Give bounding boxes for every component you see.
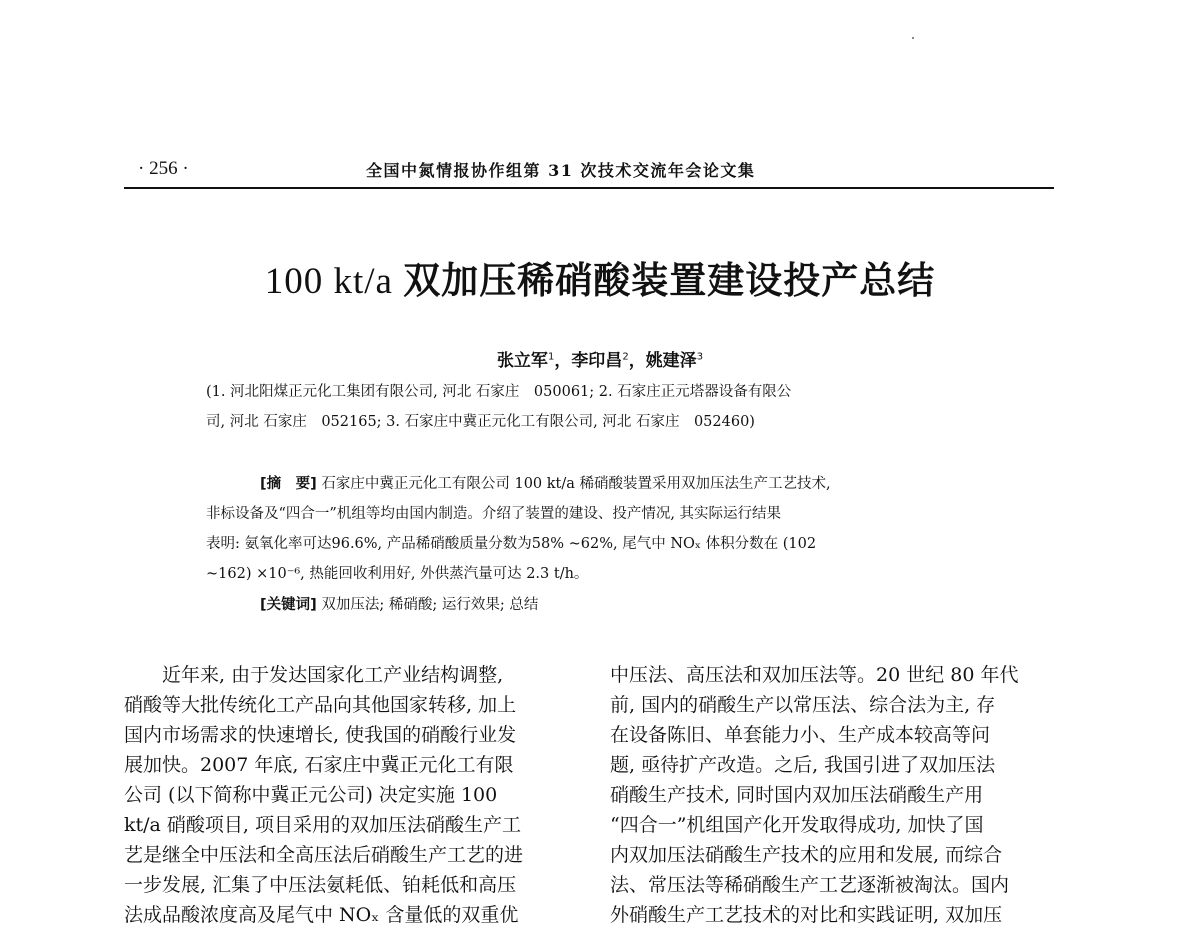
- keywords-label: [关键词]: [260, 597, 317, 613]
- body-line: 近年来, 由于发达国家化工产业结构调整,: [162, 664, 504, 686]
- author-name: 张立军: [496, 351, 548, 371]
- keywords-text: 双加压法; 稀硝酸; 运行效果; 总结: [316, 597, 539, 613]
- keywords-line: [260, 593, 1040, 614]
- author-name: 姚建泽: [645, 351, 697, 371]
- body-line: 法成品酸浓度高及尾气中 NOₓ 含量低的双重优: [124, 904, 519, 926]
- body-right-column: [610, 660, 1052, 930]
- body-line: 展加快。2007 年底, 石家庄中冀正元化工有限: [124, 754, 514, 776]
- body-line: kt/a 硝酸项目, 项目采用的双加压法硝酸生产工: [124, 814, 521, 836]
- scan-speck: [912, 37, 914, 39]
- author-affil-ref: 1: [547, 351, 555, 363]
- abstract-line: [260, 472, 1040, 493]
- body-line: 内双加压法硝酸生产技术的应用和发展, 而综合: [610, 844, 1003, 866]
- header-rule: [124, 187, 1054, 189]
- body-left-column: [124, 660, 566, 930]
- title-latin: 100 kt/a: [264, 261, 404, 302]
- article-title: [0, 250, 1200, 304]
- abstract-label: [摘 要]: [260, 476, 317, 492]
- body-line: 在设备陈旧、单套能力小、生产成本较高等问: [610, 724, 991, 746]
- abstract-line: 非标设备及“四合一”机组等均由国内制造。介绍了装置的建设、投产情况, 其实际运行结果: [206, 506, 782, 522]
- running-title: 全国中氮情报协作组第 31 次技术交流年会论文集: [366, 161, 756, 180]
- body-line: 前, 国内的硝酸生产以常压法、综合法为主, 存: [610, 694, 996, 716]
- body-line: 艺是继全中压法和全高压法后硝酸生产工艺的进: [124, 844, 524, 866]
- affiliation-line: 司, 河北 石家庄 052165; 3. 石家庄中冀正元化工有限公司, 河北 石家庄 052460): [206, 414, 755, 430]
- abstract-line: 表明: 氨氧化率可达96.6%, 产品稀硝酸质量分数为58% ~62%, 尾气中 NOₓ 体积分数在 (102: [206, 536, 817, 552]
- author-separator: ，: [628, 351, 646, 371]
- body-line: 国内市场需求的快速增长, 使我国的硝酸行业发: [124, 724, 517, 746]
- abstract-text: 石家庄中冀正元化工有限公司 100 kt/a 稀硝酸装置采用双加压法生产工艺技术,: [316, 476, 831, 492]
- body-line: 法、常压法等稀硝酸生产工艺逐渐被淘汰。国内: [610, 874, 1010, 896]
- author-affil-ref: 3: [696, 351, 704, 363]
- body-line: 公司 (以下简称中冀正元公司) 决定实施 100: [124, 784, 498, 806]
- body-line: 题, 亟待扩产改造。之后, 我国引进了双加压法: [610, 754, 996, 776]
- body-line: 硝酸等大批传统化工产品向其他国家转移, 加上: [124, 694, 517, 716]
- body-line: 一步发展, 汇集了中压法氨耗低、铂耗低和高压: [124, 874, 517, 896]
- page-number: · 256 ·: [138, 158, 189, 179]
- author-separator: ，: [554, 351, 572, 371]
- page-header: [124, 158, 1054, 184]
- author-affil-ref: 2: [622, 351, 629, 363]
- author-name: 李印昌: [571, 351, 623, 371]
- body-line: 中压法、高压法和双加压法等。20 世纪 80 年代: [610, 664, 1019, 686]
- affiliation-line: (1. 河北阳煤正元化工集团有限公司, 河北 石家庄 050061; 2. 石家庄正元塔器设备有限公: [206, 384, 792, 400]
- body-line: 硝酸生产技术, 同时国内双加压法硝酸生产用: [610, 784, 984, 806]
- author-list: [0, 346, 1200, 371]
- body-line: “四合一”机组国产化开发取得成功, 加快了国: [610, 814, 984, 836]
- abstract-line: ~162) ×10⁻⁶, 热能回收利用好, 外供蒸汽量可达 2.3 t/h。: [206, 566, 589, 582]
- body-line: 外硝酸生产工艺技术的对比和实践证明, 双加压: [610, 904, 1003, 926]
- title-cjk: 双加压稀硝酸装置建设投产总结: [403, 261, 936, 302]
